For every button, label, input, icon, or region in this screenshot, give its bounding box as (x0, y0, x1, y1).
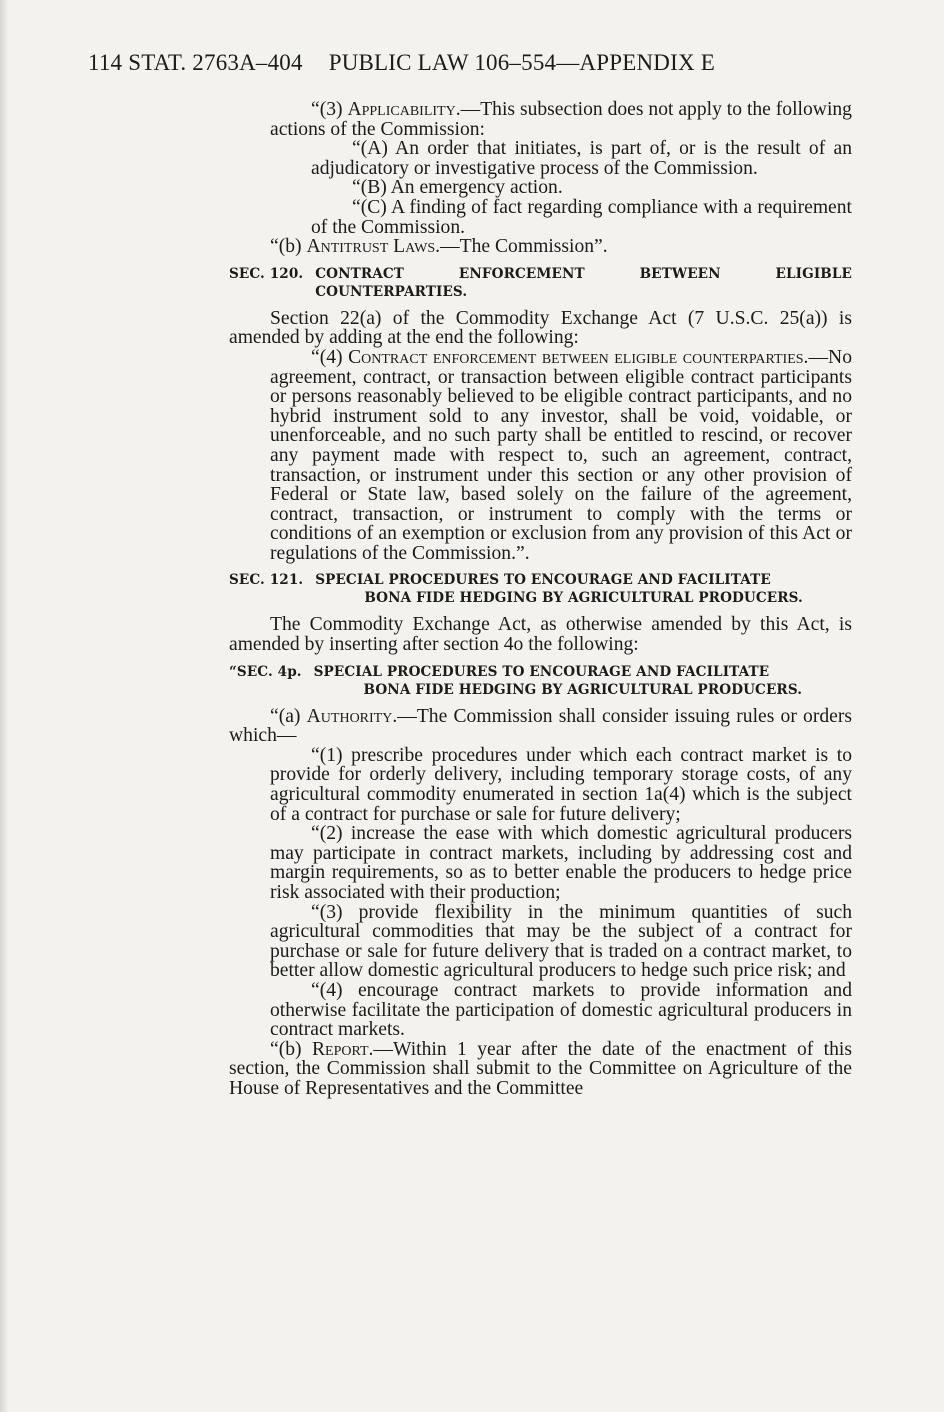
section-22a-amendment: Section 22(a) of the Commodity Exchange Act (7 U.S.C. 25(a)) is amended by adding at the end the following: (229, 307, 852, 349)
section-title: CONTRACT ENFORCEMENT BETWEEN ELIGIBLE COUNTERPARTIES. (315, 265, 852, 300)
run-in-heading: Applicability (347, 99, 456, 120)
section-title-line-1: SPECIAL PROCEDURES TO ENCOURAGE AND FACILITATE (315, 572, 771, 589)
document-body (229, 100, 852, 1099)
paragraph-1-procedures: “(1) prescribe procedures under which each contract market is to provide for orderly delivery, including temporary storage costs, of any agricultural commodity enumerated in section 1a(4) which is the subject of a contract for purchase or sale for future delivery; (270, 744, 852, 825)
run-in-heading: Antitrust Laws (306, 236, 436, 258)
run-in-heading: Authority (306, 705, 393, 727)
section-120-heading (229, 265, 852, 301)
paragraph-2-ease: “(2) increase the ease with which domestic agricultural producers may participate in contract markets, including by addressing cost and margin requirements, so as to better enable the producers to hedge price risk associated with their production; (270, 823, 852, 903)
paragraph-b-report: “(b) Report.—Within 1 year after the date of the enactment of this section, the Commission shall submit to the Committee on Agriculture of the House of Representatives and the Committee (229, 1038, 852, 1099)
section-121-heading (229, 571, 852, 607)
run-in-heading: Report (311, 1038, 369, 1060)
paragraph-3-flexibility: “(3) provide flexibility in the minimum quantities of such agricultural commodities that may be the subject of a contract for purchase or sale for future delivery that is traded on a contract market, to better allow domestic agricultural producers to hedge such price risk; and (270, 901, 852, 982)
cea-amendment: The Commodity Exchange Act, as otherwise amended by this Act, is amended by inserting after section 4o the following: (229, 614, 852, 656)
statute-citation: 114 STAT. 2763A–404 (88, 50, 303, 75)
paragraph-B: “(B) An emergency action. (352, 177, 563, 199)
paragraph-3-applicability: “(3) Applicability.—This subsection does not apply to the following actions of the Commission: (270, 99, 852, 140)
section-title-line-2: BONA FIDE HEDGING BY AGRICULTURAL PRODUCERS. (363, 681, 803, 698)
paragraph-a-authority: “(a) Authority.—The Commission shall consider issuing rules or orders which— (229, 705, 853, 747)
paragraph-A: “(A) An order that initiates, is part of, or is the result of an adjudicatory or investigative process of the Commission. (311, 138, 852, 179)
section-4p-heading (229, 663, 852, 699)
paragraph-C: “(C) A finding of fact regarding compliance with a requirement of the Commission. (311, 196, 852, 238)
section-title-line-1: SPECIAL PROCEDURES TO ENCOURAGE AND FACILITATE (313, 663, 770, 680)
run-in-heading: Contract enforcement between eligible counterparties (348, 346, 804, 368)
page-header (88, 50, 715, 76)
paragraph-4-information: “(4) encourage contract markets to provide information and otherwise facilitate the participation of domestic agricultural producers in contract markets. (270, 979, 852, 1041)
paragraph-b-antitrust: “(b) Antitrust Laws.—The Commission”. (270, 236, 608, 258)
section-number: “SEC. 4p. (229, 663, 302, 680)
publication-title: PUBLIC LAW 106–554—APPENDIX E (328, 50, 715, 75)
paragraph-4-contract-enforcement: “(4) Contract enforcement between eligible counterparties.—No agreement, contract, or transaction between eligible contract participants or persons reasonably believed to be eligible contract participants, and no hybrid instrument sold to any investor, shall be void, voidable, or unenforceable, and no such party shall be entitled to rescind, or recover any payment made with respect to, such an agreement, contract, transaction, or instrument under this section or any other provision of Federal or State law, based solely on the failure of the agreement, contract, transaction, or instrument to comply with the terms or conditions of an exemption or exclusion from any provision of this Act or regulations of the Commission.”. (270, 346, 852, 564)
section-title-line-2: BONA FIDE HEDGING BY AGRICULTURAL PRODUCERS. (364, 590, 803, 607)
section-number: SEC. 120. (229, 265, 304, 282)
section-number: SEC. 121. (229, 572, 304, 589)
page-edge-shadow (0, 0, 8, 1412)
